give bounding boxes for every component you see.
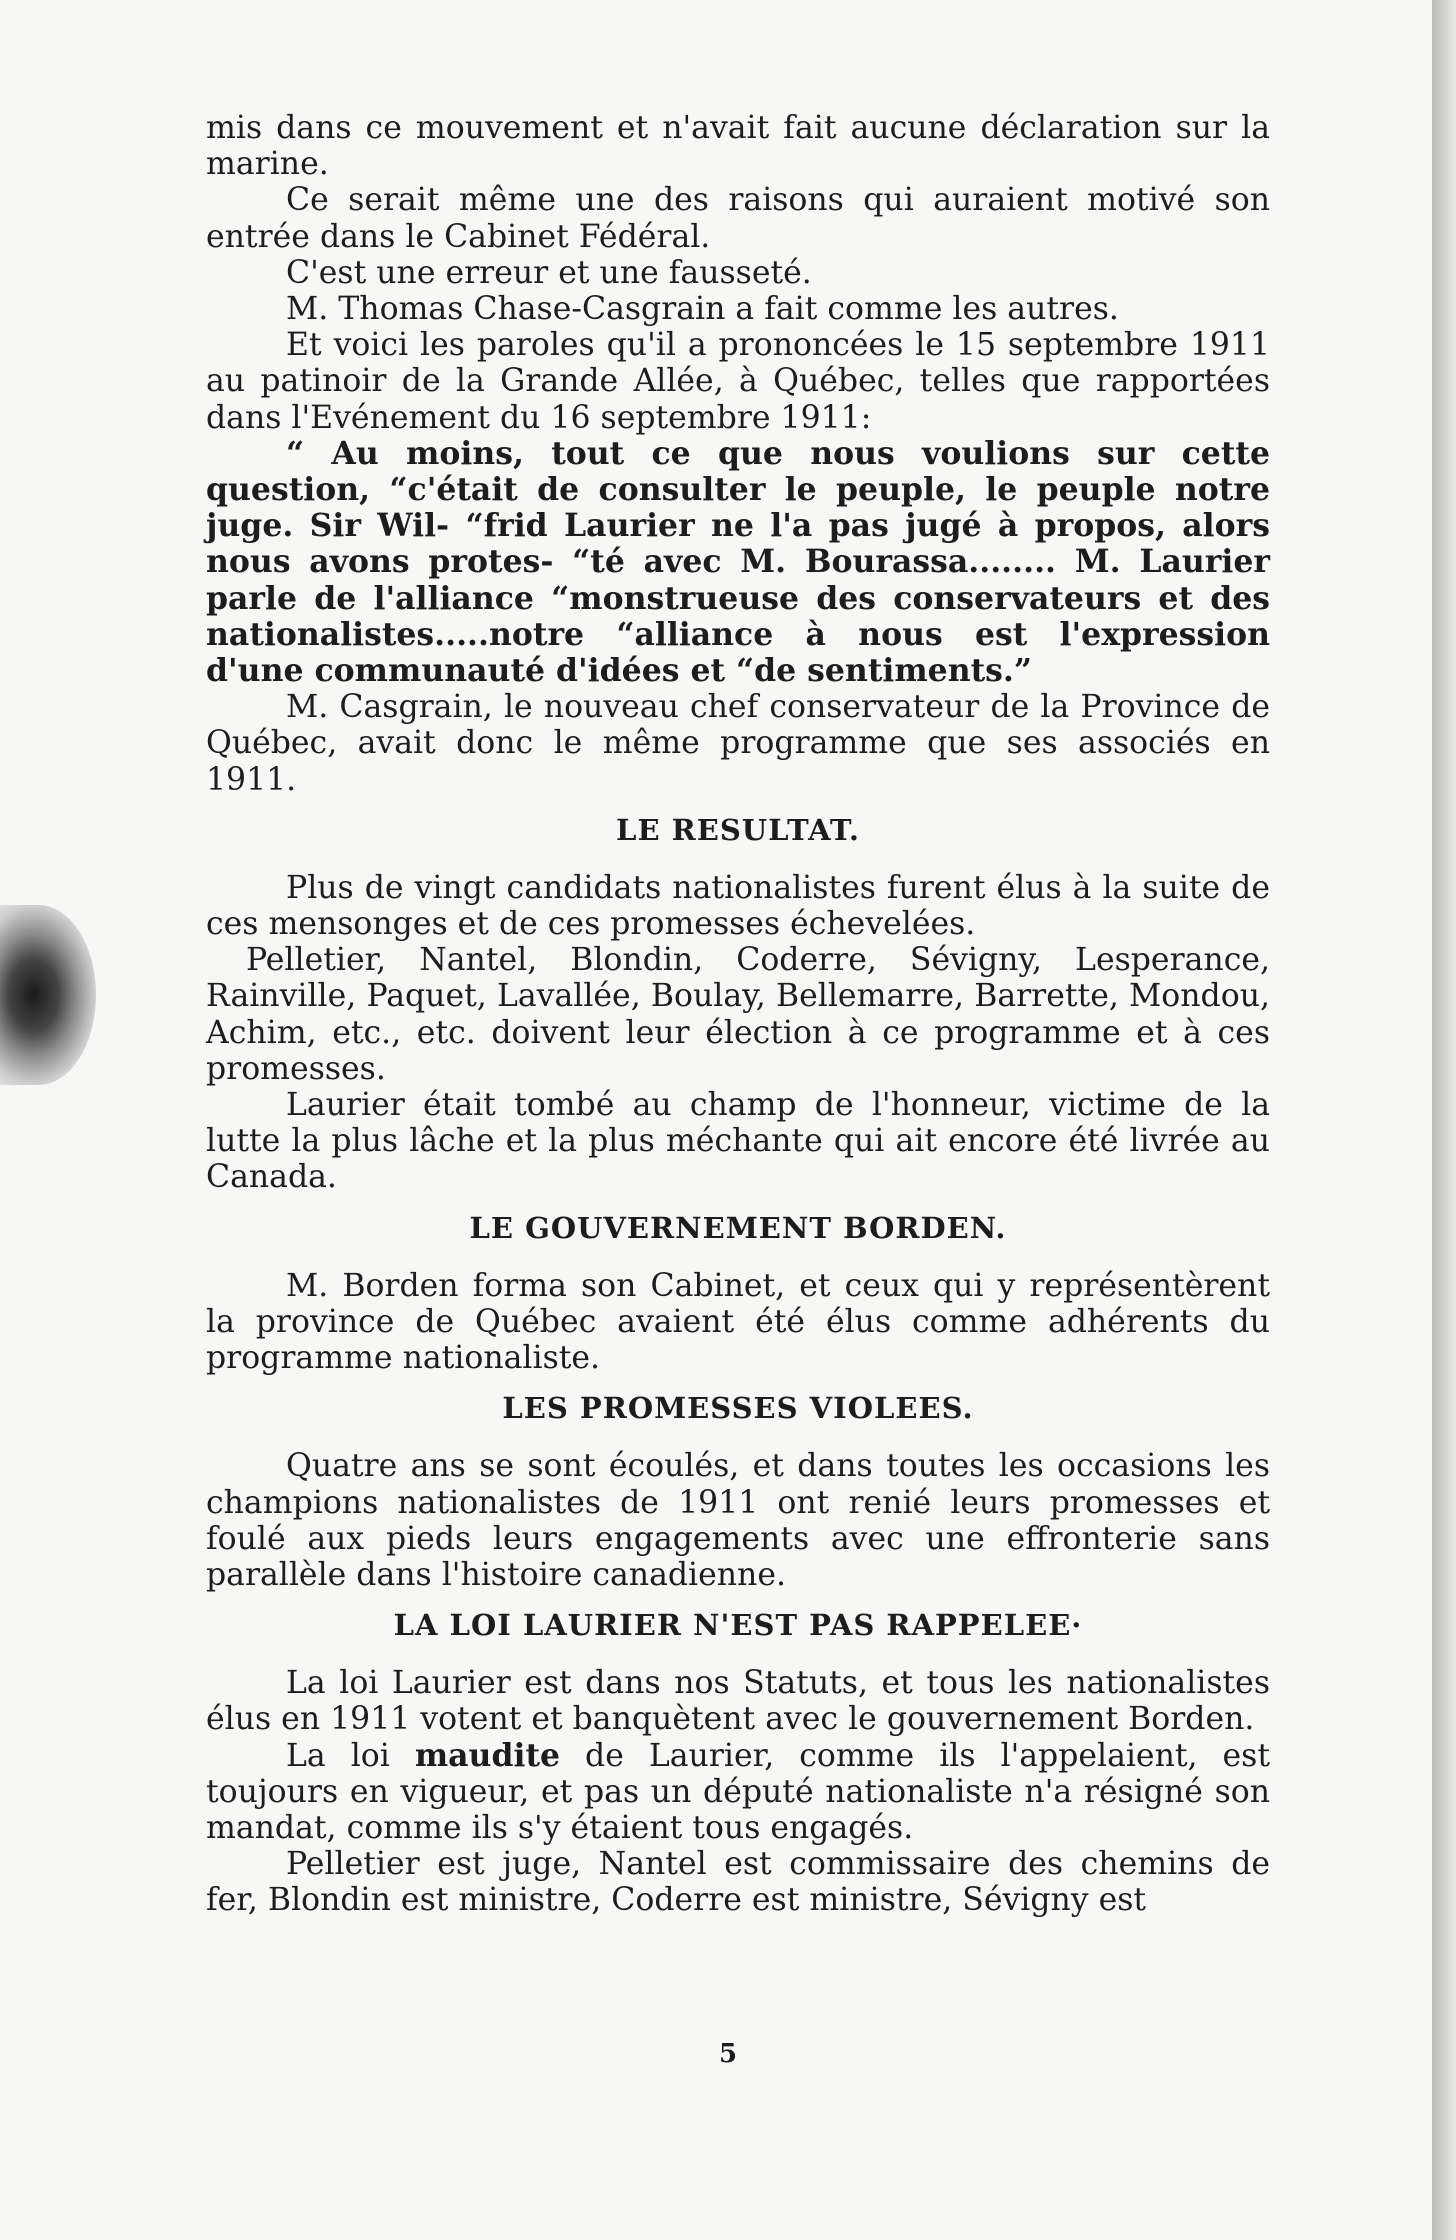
paragraph-loi-3: Pelletier est juge, Nantel est commissaire des chemins de fer, Blondin est ministre, Coderre est ministre, Sévigny est bbox=[206, 1846, 1270, 1919]
paragraph-promesses: Quatre ans se sont écoulés, et dans toutes les occasions les champions nationalistes de 1911 ont renié leurs promesses et foulé aux pieds leurs engagements avec une effronterie sans parallèle dans l'histoire canadienne. bbox=[206, 1448, 1270, 1593]
heading-resultat: LE RESULTAT. bbox=[616, 812, 860, 847]
paragraph-casgrain: M. Casgrain, le nouveau chef conservateur de la Province de Québec, avait donc le même programme que ses associés en 1911. bbox=[206, 689, 1270, 798]
casgrain-quote: “ Au moins, tout ce que nous voulions sur cette question, “c'était de consulter le peuple, le peuple notre juge. Sir Wil- “frid Laurier ne l'a pas jugé à propos, alors nous avons protes- “té avec M. Bourassa........ M. Laurier parle de l'alliance “monstrueuse des conservateurs et des nationalistes.....notre “alliance à nous est l'expression d'une communauté d'idées et “de sentiments.” bbox=[206, 434, 1270, 690]
page-number: 5 bbox=[718, 2039, 738, 2069]
paragraph-resultat-3: Laurier était tombé au champ de l'honneur, victime de la lutte la plus lâche et la plus méchante qui ait encore été livrée au Canada. bbox=[206, 1087, 1270, 1196]
paragraph-loi-2 bbox=[206, 1738, 1270, 1847]
heading-gouvernement: LE GOUVERNEMENT BORDEN. bbox=[469, 1210, 1007, 1245]
paragraph-4: M. Thomas Chase-Casgrain a fait comme les autres. bbox=[286, 291, 1119, 328]
paragraph-2: Ce serait même une des raisons qui auraient motivé son entrée dans le Cabinet Fédéral. bbox=[206, 182, 1270, 255]
paragraph-loi-2-end: de Laurier, comme ils l'appelaient, est toujours en vigueur, et pas un député nationaliste n'a résigné son mandat, comme ils s'y étaient tous engagés. bbox=[206, 1737, 1270, 1846]
paragraph-gouvernement: M. Borden forma son Cabinet, et ceux qui y représentèrent la province de Québec avaient été élus comme adhérents du programme nationaliste. bbox=[206, 1267, 1270, 1377]
page-body bbox=[206, 110, 1270, 1919]
heading-promesses: LES PROMESSES VIOLEES. bbox=[502, 1391, 974, 1426]
paragraph-1: mis dans ce mouvement et n'avait fait aucune déclaration sur la marine. bbox=[206, 110, 1270, 183]
paragraph-loi-2-start: La loi bbox=[286, 1737, 415, 1774]
heading-loi: LA LOI LAURIER N'EST PAS RAPPELEE· bbox=[393, 1608, 1083, 1643]
page-edge bbox=[1432, 0, 1456, 2240]
paragraph-3: C'est une erreur et une fausseté. bbox=[286, 254, 812, 291]
paragraph-resultat-1: Plus de vingt candidats nationalistes furent élus à la suite de ces mensonges et de ces promesses échevelées. bbox=[206, 869, 1270, 943]
paragraph-loi-1: La loi Laurier est dans nos Statuts, et tous les nationalistes élus en 1911 votent et banquètent avec le gouvernement Borden. bbox=[206, 1665, 1270, 1738]
emphasis-maudite: maudite bbox=[414, 1736, 561, 1774]
paragraph-resultat-2: Pelletier, Nantel, Blondin, Coderre, Sévigny, Lesperance, Rainville, Paquet, Lavallée, Boulay, Bellemarre, Barrette, Mondou, Achim, etc., etc. doivent leur élection à ce programme et à ces promesses. bbox=[206, 942, 1270, 1087]
paragraph-5: Et voici les paroles qu'il a prononcées le 15 septembre 1911 au patinoir de la Grande Allée, à Québec, telles que rapportées dans l'Evénement du 16 septembre 1911: bbox=[206, 327, 1270, 436]
